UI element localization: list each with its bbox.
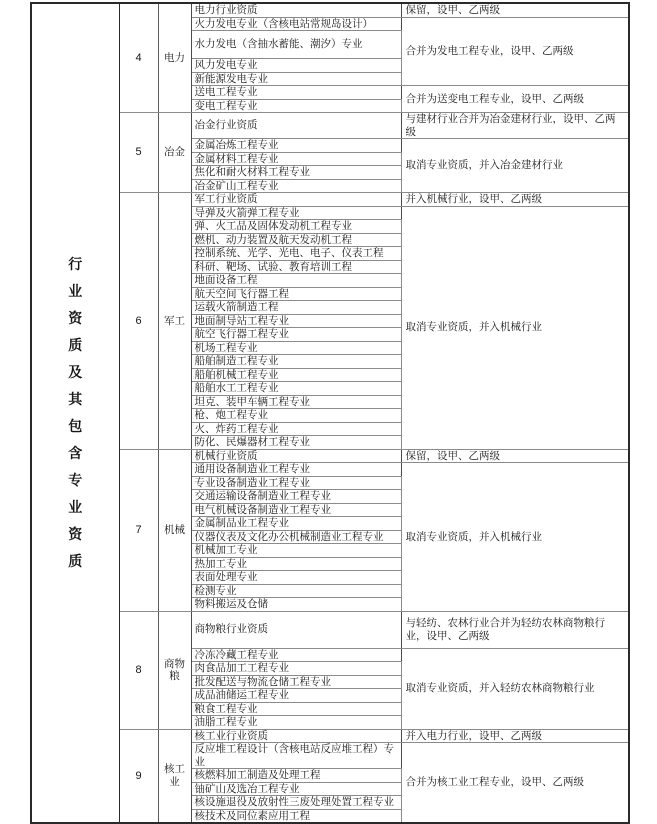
qualification-cell: 机械行业资质 bbox=[191, 449, 401, 463]
qualification-cell: 交通运输设备制造业工程专业 bbox=[191, 490, 401, 504]
qualification-cell: 地面设备工程 bbox=[191, 274, 401, 288]
qualification-cell: 检测专业 bbox=[191, 584, 401, 598]
qualification-cell: 机械加工专业 bbox=[191, 544, 401, 558]
qualification-cell: 肉食品加工工程专业 bbox=[191, 662, 401, 676]
qualification-cell: 火、炸药工程专业 bbox=[191, 422, 401, 436]
qualification-cell: 枪、炮工程专业 bbox=[191, 409, 401, 423]
qualification-cell: 弹、火工品及固体发动机工程专业 bbox=[191, 220, 401, 234]
qualification-cell: 核技术及同位素应用工程 bbox=[191, 809, 401, 823]
qualification-cell: 仪器仪表及文化办公机械制造业工程专业 bbox=[191, 530, 401, 544]
note-cell: 合并为发电工程专业，设甲、乙两级 bbox=[401, 17, 629, 86]
note-cell: 取消专业资质，并入冶金建材行业 bbox=[401, 139, 629, 193]
qualification-cell: 变电工程专业 bbox=[191, 99, 401, 113]
industry-cell: 电力 bbox=[158, 3, 191, 113]
qualification-cell: 运载火箭制造工程 bbox=[191, 301, 401, 315]
qualification-table-body bbox=[31, 3, 629, 823]
industry-cell: 机械 bbox=[158, 449, 191, 611]
qualification-cell: 风力发电专业 bbox=[191, 59, 401, 73]
note-cell: 与建材行业合并为冶金建材行业，设甲、乙两级 bbox=[401, 113, 629, 139]
note-cell: 合并为送变电工程专业，设甲、乙两级 bbox=[401, 86, 629, 113]
qualification-cell: 核设施退役及放射性三废处理处置工程专业 bbox=[191, 796, 401, 810]
qualification-cell: 批发配送与物流仓储工程专业 bbox=[191, 675, 401, 689]
qualification-cell: 火力发电专业（含核电站常规岛设计） bbox=[191, 17, 401, 31]
qualification-cell: 军工行业资质 bbox=[191, 193, 401, 207]
industry-cell: 核工业 bbox=[158, 729, 191, 823]
qualification-cell: 冷冻冷藏工程专业 bbox=[191, 648, 401, 662]
qualification-cell: 航空飞行器工程专业 bbox=[191, 328, 401, 342]
qualification-cell: 热加工专业 bbox=[191, 557, 401, 571]
qualification-cell: 反应堆工程设计（含核电站反应堆工程）专业 bbox=[191, 743, 401, 769]
qualification-cell: 铀矿山及选冶工程专业 bbox=[191, 782, 401, 796]
section-number-cell: 8 bbox=[119, 611, 158, 729]
qualification-cell: 控制系统、光学、光电、电子、仪表工程 bbox=[191, 247, 401, 261]
section-number-cell: 5 bbox=[119, 113, 158, 193]
qualification-cell: 金属材料工程专业 bbox=[191, 152, 401, 166]
industry-cell: 军工 bbox=[158, 193, 191, 450]
qualification-cell: 航天空间飞行器工程 bbox=[191, 287, 401, 301]
table-row bbox=[31, 113, 629, 139]
qualification-cell: 油脂工程专业 bbox=[191, 716, 401, 730]
qualification-cell: 船舶制造工程专业 bbox=[191, 355, 401, 369]
table-row bbox=[31, 729, 629, 743]
section-number-cell: 4 bbox=[119, 3, 158, 113]
qualification-cell: 焦化和耐火材料工程专业 bbox=[191, 166, 401, 180]
note-cell: 取消专业资质，并入机械行业 bbox=[401, 463, 629, 612]
qualification-table bbox=[30, 2, 630, 824]
qualification-cell: 粮食工程专业 bbox=[191, 702, 401, 716]
qualification-cell: 防化、民爆器材工程专业 bbox=[191, 436, 401, 450]
qualification-cell: 新能源发电专业 bbox=[191, 72, 401, 86]
note-cell: 取消专业资质，并入机械行业 bbox=[401, 206, 629, 449]
qualification-cell: 冶金矿山工程专业 bbox=[191, 179, 401, 193]
note-cell: 取消专业资质，并入轻纺农林商物粮行业 bbox=[401, 648, 629, 729]
qualification-cell: 科研、靶场、试验、教育培训工程 bbox=[191, 260, 401, 274]
industry-cell: 冶金 bbox=[158, 113, 191, 193]
qualification-cell: 地面制导站工程专业 bbox=[191, 314, 401, 328]
table-row bbox=[31, 193, 629, 207]
qualification-cell: 燃机、动力装置及航天发动机工程 bbox=[191, 233, 401, 247]
note-cell: 合并为核工业工程专业，设甲、乙两级 bbox=[401, 743, 629, 824]
qualification-cell: 通用设备制造业工程专业 bbox=[191, 463, 401, 477]
qualification-cell: 专业设备制造业工程专业 bbox=[191, 476, 401, 490]
qualification-cell: 成品油储运工程专业 bbox=[191, 689, 401, 703]
qualification-cell: 金属冶炼工程专业 bbox=[191, 139, 401, 153]
qualification-cell: 机场工程专业 bbox=[191, 341, 401, 355]
note-cell: 保留，设甲、乙两级 bbox=[401, 3, 629, 17]
qualification-cell: 坦克、装甲车辆工程专业 bbox=[191, 395, 401, 409]
qualification-cell: 金属制品业工程专业 bbox=[191, 517, 401, 531]
qualification-cell: 船舶水工工程专业 bbox=[191, 382, 401, 396]
qualification-cell: 导弹及火箭弹工程专业 bbox=[191, 206, 401, 220]
qualification-cell: 核工业行业资质 bbox=[191, 729, 401, 743]
qualification-cell: 船舶机械工程专业 bbox=[191, 368, 401, 382]
note-cell: 保留，设甲、乙两级 bbox=[401, 449, 629, 463]
table-row bbox=[31, 449, 629, 463]
qualification-cell: 核燃料加工制造及处理工程 bbox=[191, 769, 401, 783]
note-cell: 并入电力行业，设甲、乙两级 bbox=[401, 729, 629, 743]
note-cell: 与轻纺、农林行业合并为轻纺农林商物粮行业，设甲、乙两级 bbox=[401, 611, 629, 648]
qualification-cell: 电力行业资质 bbox=[191, 3, 401, 17]
qualification-cell: 送电工程专业 bbox=[191, 86, 401, 100]
qualification-cell: 表面处理专业 bbox=[191, 571, 401, 585]
section-number-cell: 7 bbox=[119, 449, 158, 611]
section-number-cell: 9 bbox=[119, 729, 158, 823]
note-cell: 并入机械行业，设甲、乙两级 bbox=[401, 193, 629, 207]
vertical-header-text: 行 业 资 质 及 其 包 含 专 业 资 质 bbox=[68, 256, 83, 569]
qualification-cell: 电气机械设备制造业工程专业 bbox=[191, 503, 401, 517]
table-row bbox=[31, 611, 629, 648]
qualification-cell: 物料搬运及仓储 bbox=[191, 598, 401, 612]
section-number-cell: 6 bbox=[119, 193, 158, 450]
qualification-cell: 冶金行业资质 bbox=[191, 113, 401, 139]
vertical-header-cell bbox=[31, 3, 119, 823]
qualification-cell: 水力发电（含抽水蓄能、潮汐）专业 bbox=[191, 31, 401, 59]
industry-cell: 商物粮 bbox=[158, 611, 191, 729]
table-row bbox=[31, 3, 629, 17]
qualification-cell: 商物粮行业资质 bbox=[191, 611, 401, 648]
